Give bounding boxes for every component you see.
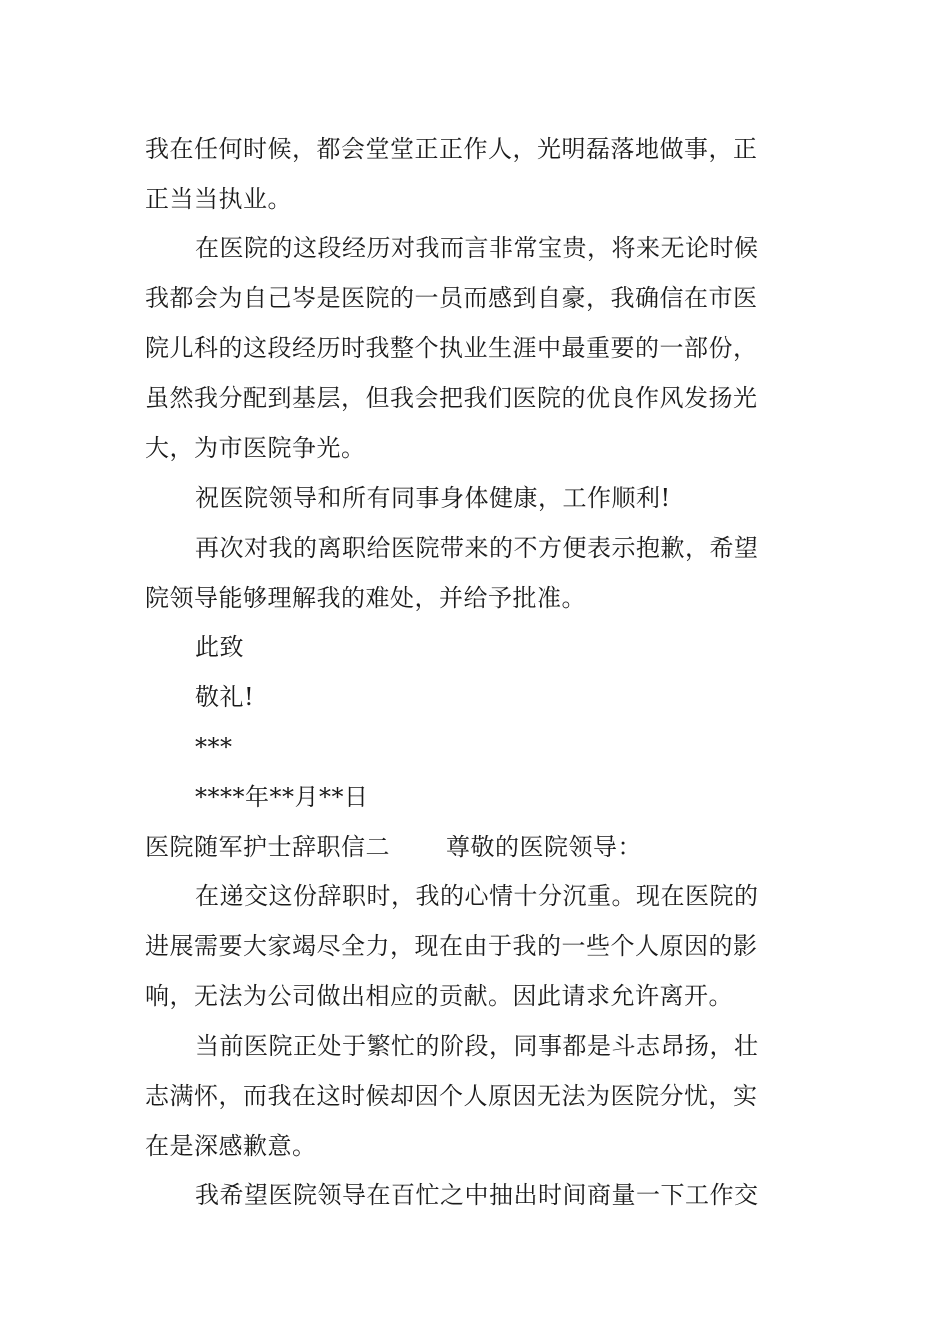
body-line: 在是深感歉意。 <box>145 1132 317 1160</box>
body-line: 响，无法为公司做出相应的贡献。因此请求允许离开。 <box>145 982 733 1010</box>
body-line: 院领导能够理解我的难处，并给予批准。 <box>145 584 586 612</box>
closing-regards: 敬礼! <box>195 683 255 711</box>
body-line: 志满怀，而我在这时候却因个人原因无法为医院分忧，实 <box>145 1082 758 1110</box>
body-line: 我都会为自己岑是医院的一员而感到自豪，我确信在市医 <box>145 284 758 312</box>
paragraph-first-line: 祝医院领导和所有同事身体健康，工作顺利! <box>195 484 671 512</box>
signature: *** <box>195 733 233 761</box>
body-line: 我在任何时候，都会堂堂正正作人，光明磊落地做事，正 <box>145 135 758 163</box>
paragraph-first-line: 在医院的这段经历对我而言非常宝贵，将来无论时候 <box>195 234 759 262</box>
section-title: 医院随军护士辞职信二 <box>145 833 390 861</box>
paragraph-first-line: 在递交这份辞职时，我的心情十分沉重。现在医院的 <box>195 882 759 910</box>
body-line: 进展需要大家竭尽全力，现在由于我的一些个人原因的影 <box>145 932 758 960</box>
closing-salutation: 此致 <box>195 633 244 661</box>
section-heading-line <box>145 831 810 863</box>
body-line: 院儿科的这段经历时我整个执业生涯中最重要的一部份， <box>145 334 758 362</box>
paragraph-first-line: 我希望医院领导在百忙之中抽出时间商量一下工作交 <box>195 1181 759 1209</box>
body-line: 虽然我分配到基层，但我会把我们医院的优良作风发扬光 <box>145 384 758 412</box>
body-line: 正当当执业。 <box>145 185 292 213</box>
body-line: 大，为市医院争光。 <box>145 434 366 462</box>
date-line: ****年**月**日 <box>195 783 369 811</box>
letter-greeting: 尊敬的医院领导： <box>446 833 642 861</box>
paragraph-first-line: 再次对我的离职给医院带来的不方便表示抱歉，希望 <box>195 534 759 562</box>
paragraph-first-line: 当前医院正处于繁忙的阶段，同事都是斗志昂扬，壮 <box>195 1032 759 1060</box>
